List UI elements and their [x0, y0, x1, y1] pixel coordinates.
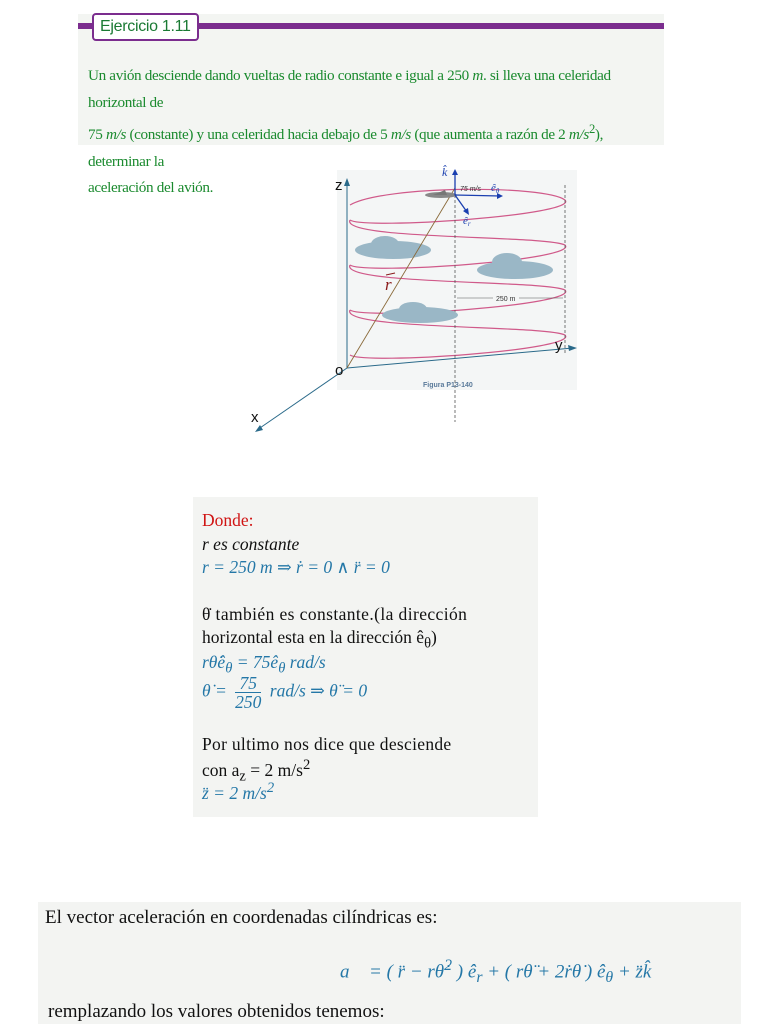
k-hat-label: k̂: [442, 165, 448, 179]
velocity-label: 75 m/s: [460, 186, 482, 193]
donde-line-5: $r\thetȧê_\theta$ = $75ê_\theta$ rad/s: [202, 652, 326, 677]
donde-title: Donde:: [202, 510, 254, 530]
figure-background: [337, 170, 577, 390]
donde-line-7: Por ultimo nos dice que desciende: [202, 734, 452, 754]
x-axis: [257, 368, 347, 430]
r-vector-label: r: [385, 275, 392, 294]
donde-line-9: z̈ = 2 $m/s^2$: [202, 780, 275, 803]
donde-line-2: r = 250 m ⇒ ṙ = 0 ∧ r̈ = 0: [202, 557, 390, 577]
theta-dot-fraction: $\frac{75}{250}$: [235, 673, 262, 712]
donde-box: [193, 497, 538, 817]
radius-label: 250 m: [496, 296, 516, 303]
exercise-statement: Un avión desciende dando vueltas de radio constante e igual a 250 m. si lleva una celeridad horizontal de 75 m/s (constante) y una celeridad hacia debajo de 5 m/s (que aumenta a razón de 2 $m/s^2$), determinar la aceleración del avión.: [88, 67, 611, 197]
donde-line-3: θ̇ también es constante.(la dirección: [202, 604, 468, 624]
donde-line-4: horizontal esta en la dirección $ê_\theta$): [202, 627, 437, 652]
replacement-subtitle: remplazando los valores obtenidos tenemos:: [48, 1001, 385, 1022]
y-axis-label: y: [555, 337, 563, 354]
x-axis-label: x: [251, 409, 259, 426]
origin-label: o: [335, 362, 344, 379]
e-theta-label: êθ: [491, 182, 500, 195]
z-axis-label: z: [335, 177, 343, 194]
acceleration-vector-title: El vector aceleración en coordenadas cilíndricas es:: [45, 907, 438, 928]
e-r-label: êr: [463, 215, 471, 228]
donde-line-6: θ̇ = $\frac{75}{250}$ rad/s ⇒ θ̈ = 0: [202, 673, 368, 712]
acceleration-equation: a⃗ = ( r̈ − rθ̇$^2$ ) $ê_r$ + ( rθ̈ + 2ṙθ̇ ) $ê_\theta$ + z̈k̂: [340, 957, 652, 987]
donde-line-8: con $a_z = 2$ $m/s^2$: [202, 757, 311, 785]
donde-line-1: r es constante: [202, 534, 300, 554]
exercise-tag: Ejercicio 1.11: [92, 13, 199, 41]
figure-caption: Figura P13-140: [423, 382, 473, 389]
helix-figure: [245, 160, 585, 440]
